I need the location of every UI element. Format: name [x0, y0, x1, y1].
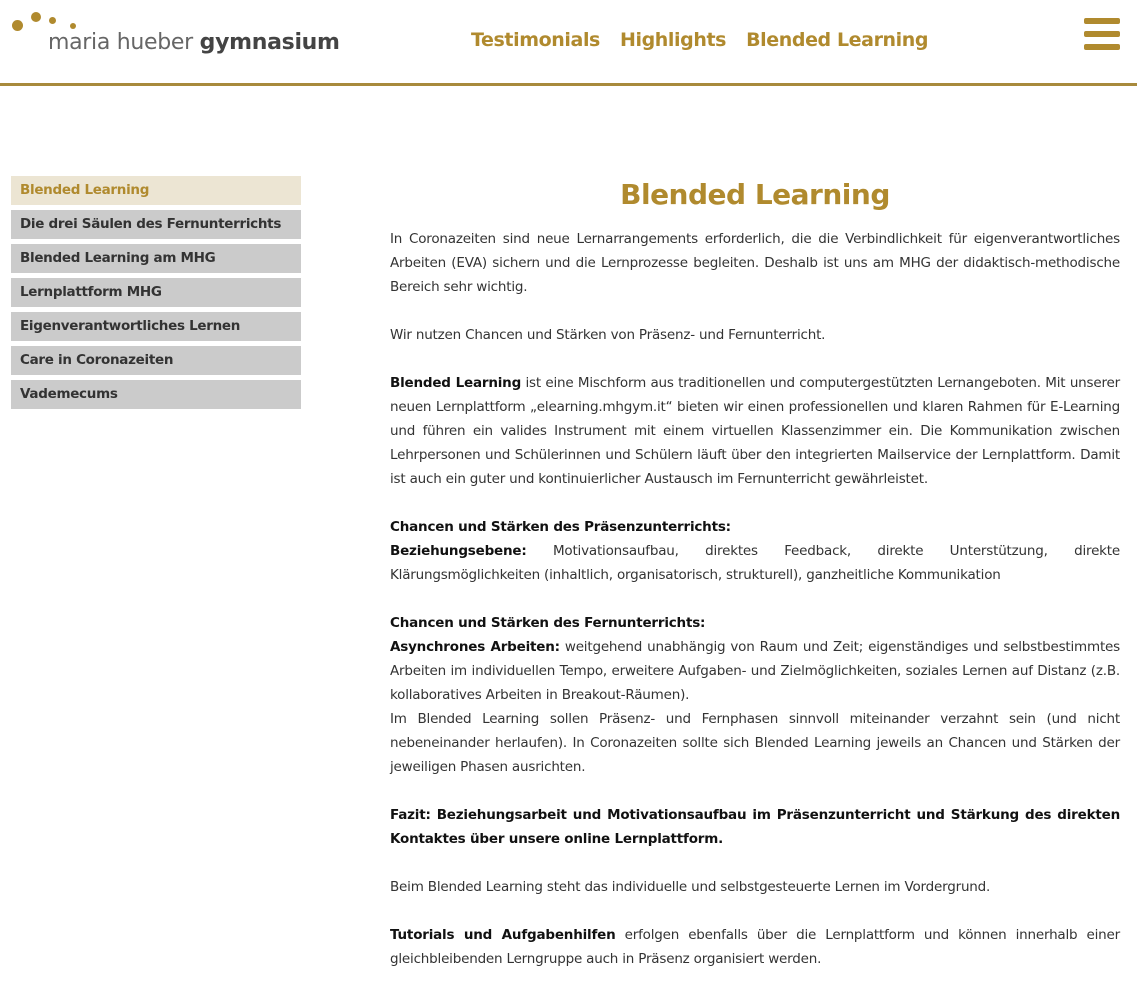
site-header [0, 0, 1137, 86]
blended-learning-paragraph [390, 371, 1120, 491]
hamburger-menu-icon[interactable] [1084, 18, 1120, 50]
tutorials-term: Tutorials und Aufgabenhilfen [390, 927, 616, 943]
asynchron-term: Asynchrones Arbeiten: [390, 639, 560, 655]
beziehungsebene-term: Beziehungsebene: [390, 543, 527, 559]
beziehungsebene-text: Motivationsaufbau, direktes Feedback, direkte Unterstützung, direkte Klärungsmöglichkeiten (inhaltlich, organisatorisch, strukturell), ganzheitliche Kommunikation [390, 543, 1120, 583]
sidebar-item-blended-learning[interactable]: Blended Learning [11, 176, 301, 205]
sidebar-item-lernplattform[interactable]: Lernplattform MHG [11, 278, 301, 307]
individual-learning-paragraph: Beim Blended Learning steht das individuelle und selbstgesteuerte Lernen im Vordergrund. [390, 879, 991, 895]
sidebar-item-eigenverantwortliches-lernen[interactable]: Eigenverantwortliches Lernen [11, 312, 301, 341]
blended-learning-text: ist eine Mischform aus traditionellen und computergestützten Lernangeboten. Mit unserer neuen Lernplattform „elearning.mhgym.it“ bieten wir einen professionellen und klaren Rahmen für E-Learning und führen ein valides Instrument mit einem virtuellen Klassenzimmer ein. Die Kommunikation zwischen Lehrpersonen und Schülerinnen und Schülern läuft über den integrierten Mailservice der Lernplattform. Damit ist auch ein guter und kontinuierlicher Austausch im Fernunterricht gewährleistet. [390, 375, 1120, 487]
sidebar-item-vademecums[interactable]: Vademecums [11, 380, 301, 409]
top-navigation [471, 29, 928, 51]
sidebar-nav [11, 176, 301, 414]
tutorials-text: erfolgen ebenfalls über die Lernplattform und können innerhalb einer gleichbleibenden Lerngruppe auch in Präsenz organisiert werden. [390, 927, 1120, 967]
sidebar-item-blended-learning-mhg[interactable]: Blended Learning am MHG [11, 244, 301, 273]
logo-text-bold: gymnasium [199, 30, 340, 55]
fazit-paragraph: Fazit: Beziehungsarbeit und Motivationsaufbau im Präsenzunterricht und Stärkung des direkten Kontaktes über unsere online Lernplattform. [390, 807, 1120, 847]
logo-dot [12, 20, 23, 31]
sidebar-item-drei-saeulen[interactable]: Die drei Säulen des Fernunterrichts [11, 210, 301, 239]
burger-line [1084, 18, 1120, 24]
logo-dot [49, 17, 56, 24]
asynchron-text: weitgehend unabhängig von Raum und Zeit; eigenständiges und selbstbestimmtes Arbeiten im individuellen Tempo, erweitere Aufgaben- und Zielmöglichkeiten, soziales Lernen auf Distanz (z.B. kollaboratives Arbeiten in Breakout-Räumen). [390, 639, 1120, 703]
beziehungsebene-paragraph [390, 539, 1120, 587]
burger-line [1084, 31, 1120, 37]
verzahnung-paragraph: Im Blended Learning sollen Präsenz- und Fernphasen sinnvoll miteinander verzahnt sein (und nicht nebeneinander herlaufen). In Coronazeiten sollte sich Blended Learning jeweils an Chancen und Stärken der jeweiligen Phasen ausrichten. [390, 711, 1120, 775]
page-title: Blended Learning [620, 178, 890, 211]
logo-dot [70, 23, 76, 29]
intro-paragraph: In Coronazeiten sind neue Lernarrangements erforderlich, die die Verbindlichkeit für eigenverantwortliches Arbeiten (EVA) sichern und die Lernprozesse begleiten. Deshalb ist uns am MHG der didaktisch-methodische Bereich sehr wichtig. [390, 231, 1120, 295]
nav-testimonials[interactable]: Testimonials [471, 29, 600, 51]
blended-learning-term: Blended Learning [390, 375, 522, 391]
chances-paragraph: Wir nutzen Chancen und Stärken von Präsenz- und Fernunterricht. [390, 327, 826, 343]
logo-dot [31, 12, 41, 22]
sidebar-item-care[interactable]: Care in Coronazeiten [11, 346, 301, 375]
tutorials-paragraph [390, 923, 1120, 971]
burger-line [1084, 44, 1120, 50]
main-content [390, 178, 1120, 995]
praesenz-heading: Chancen und Stärken des Präsenzunterrichts: [390, 519, 731, 535]
nav-blended-learning[interactable]: Blended Learning [746, 29, 929, 51]
site-logo[interactable] [12, 12, 340, 62]
logo-wordmark [48, 30, 340, 55]
asynchron-paragraph [390, 635, 1120, 707]
fernunterricht-heading: Chancen und Stärken des Fernunterrichts: [390, 615, 706, 631]
logo-text-light: maria hueber [48, 30, 193, 55]
nav-highlights[interactable]: Highlights [619, 29, 727, 51]
